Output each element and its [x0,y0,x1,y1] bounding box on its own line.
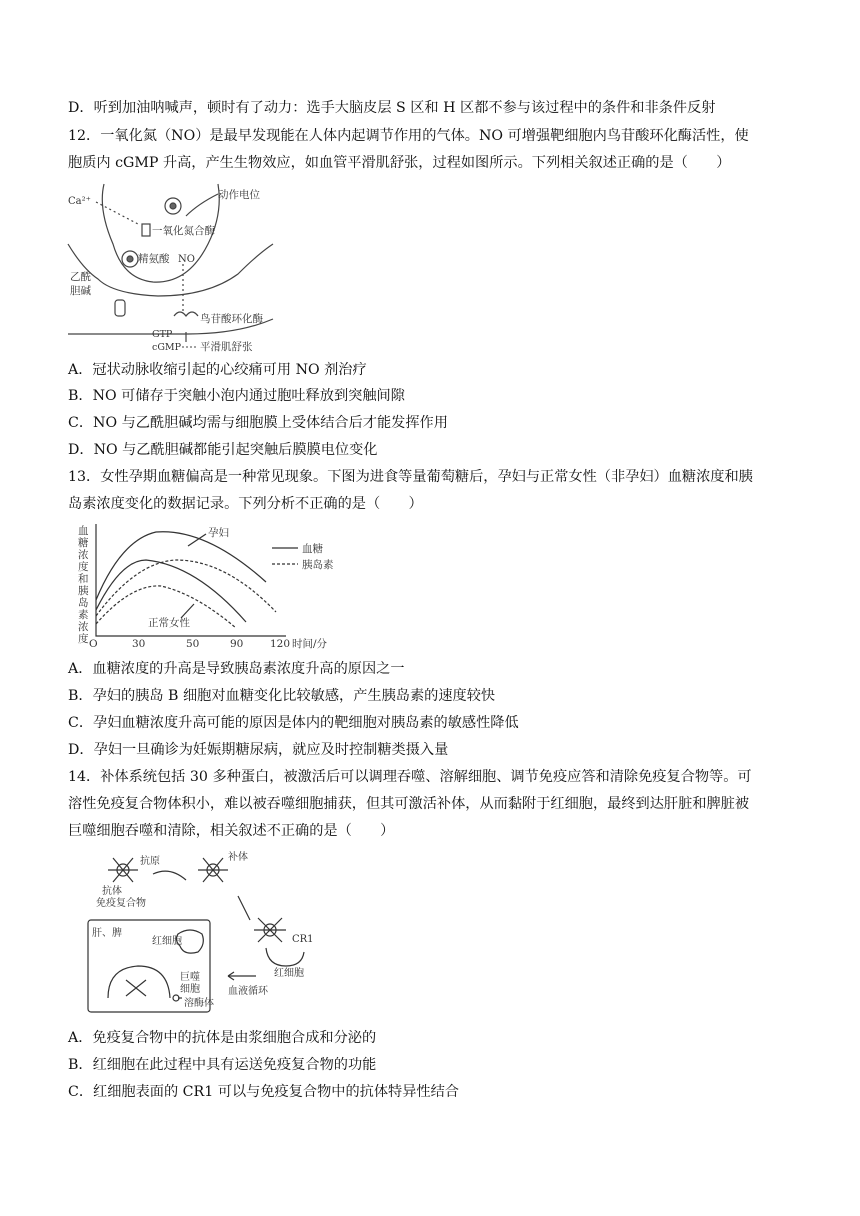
x-tick: 50 [186,638,200,650]
q13-stem-line-2: 岛素浓度变化的数据记录。下列分析不正确的是（ ） [68,496,423,512]
normal-label: 正常女性 [148,617,190,629]
nos-label: 一氧化氮合酶 [152,225,215,237]
q14-stem-line-3: 巨噬细胞吞噬和清除，相关叙述不正确的是（ ） [68,823,395,839]
ylabel-char: 岛 [78,597,89,609]
legend-glucose: 血糖 [302,543,323,555]
relax-label: 平滑肌舒张 [200,341,253,353]
x-tick: 30 [132,638,146,650]
ylabel-char: 血 [78,525,89,537]
macrophage-label-2: 细胞 [180,984,200,995]
gc-label: 鸟苷酸环化酶 [200,313,263,325]
axes [96,524,286,636]
origin-label: O [89,638,98,650]
ylabel-char: 浓 [78,549,89,561]
q13-option-c: C．孕妇血糖浓度升高可能的原因是体内的靶细胞对胰岛素的敏感性降低 [68,715,519,731]
pregnant-label: 孕妇 [208,527,229,539]
antigen-label: 抗原 [140,856,160,867]
no-label: NO [178,254,195,265]
circulation-label: 血液循环 [228,986,268,997]
legend-insulin: 胰岛素 [302,559,334,571]
q13-stem-line-1: 13．女性孕期血糖偏高是一种常见现象。下图为进食等量葡萄糖后，孕妇与正常女性（非孕妇）血糖浓度和胰 [68,469,753,485]
complement-label: 补体 [228,852,248,863]
q12-option-a: A．冠状动脉收缩引起的心绞痛可用 NO 剂治疗 [68,362,367,378]
q13-option-b: B．孕妇的胰岛 B 细胞对血糖变化比较敏感，产生胰岛素的速度较快 [68,688,496,704]
ylabel-char: 胰 [78,585,89,597]
q12-stem-line-1: 12．一氧化氮（NO）是最早发现能在人体内起调节作用的气体。NO 可增强靶细胞内鸟苷酸环化酶活性，使 [68,128,749,144]
q13-glucose-insulin-chart [76,520,346,652]
immune-complex-label: 免疫复合物 [96,898,146,909]
x-unit: 时间/分 [292,638,328,650]
q14-stem-line-1: 14．补体系统包括 30 多种蛋白，被激活后可以调理吞噬、溶解细胞、调节免疫应答和清除免疫复合物等。可 [68,769,752,785]
gtp-label: GTP [152,329,173,340]
ca-label: Ca²⁺ [68,196,91,207]
q12-option-b: B．NO 可储存于突触小泡内通过胞吐释放到突触间隙 [68,388,405,404]
ach-label-2: 胆碱 [70,285,91,297]
q13-option-a: A．血糖浓度的升高是导致胰岛素浓度升高的原因之一 [68,661,405,677]
q12-option-d: D．NO 与乙酰胆碱都能引起突触后膜膜电位变化 [68,442,378,458]
x-tick: 120 [270,638,291,650]
normal-glucose-curve [96,560,246,622]
ach-label-1: 乙酰 [70,271,91,283]
lysosome-label: 溶酶体 [184,998,214,1009]
ylabel-char: 浓 [78,621,89,633]
q14-option-c: C．红细胞表面的 CR1 可以与免疫复合物中的抗体特异性结合 [68,1084,459,1100]
q12-option-c: C．NO 与乙酰胆碱均需与细胞膜上受体结合后才能发挥作用 [68,415,448,431]
q12-no-synapse-diagram [68,184,283,354]
x-tick: 90 [230,638,244,650]
q14-option-b: B．红细胞在此过程中具有运送免疫复合物的功能 [68,1057,377,1073]
ylabel-char: 度 [78,633,89,645]
antibody-label: 抗体 [102,886,122,897]
cr1-label: CR1 [292,934,314,945]
ylabel-char: 糖 [78,537,89,549]
ylabel-char: 度 [78,561,89,573]
ylabel-char: 素 [78,609,89,621]
q12-stem-line-2: 胞质内 cGMP 升高，产生生物效应，如血管平滑肌舒张，过程如图所示。下列相关叙述正确的是（ ） [68,155,731,171]
arginine-label: 精氨酸 [138,253,170,265]
rbc-inner-label: 红细胞 [152,936,182,947]
ylabel-char: 和 [78,573,89,585]
q13-option-d: D．孕妇一旦确诊为妊娠期糖尿病，就应及时控制糖类摄入量 [68,742,449,758]
macrophage-label-1: 巨噬 [180,972,200,983]
q14-complement-diagram [78,848,340,1018]
q14-option-a: A．免疫复合物中的抗体是由浆细胞合成和分泌的 [68,1030,377,1046]
cgmp-label: cGMP [152,342,182,353]
pregnant-glucose-curve [96,532,266,600]
action-potential-label: 动作电位 [218,189,260,201]
q11-option-d: D．听到加油呐喊声，顿时有了动力：选手大脑皮层 S 区和 H 区都不参与该过程中的条件和非条件反射 [68,100,716,116]
q14-stem-line-2: 溶性免疫复合物体积小，难以被吞噬细胞捕获，但其可激活补体，从而黏附于红细胞，最终到达肝脏和脾脏被 [68,796,750,812]
rbc-label: 红细胞 [274,968,304,979]
liver-spleen-label: 肝、脾 [92,928,122,939]
